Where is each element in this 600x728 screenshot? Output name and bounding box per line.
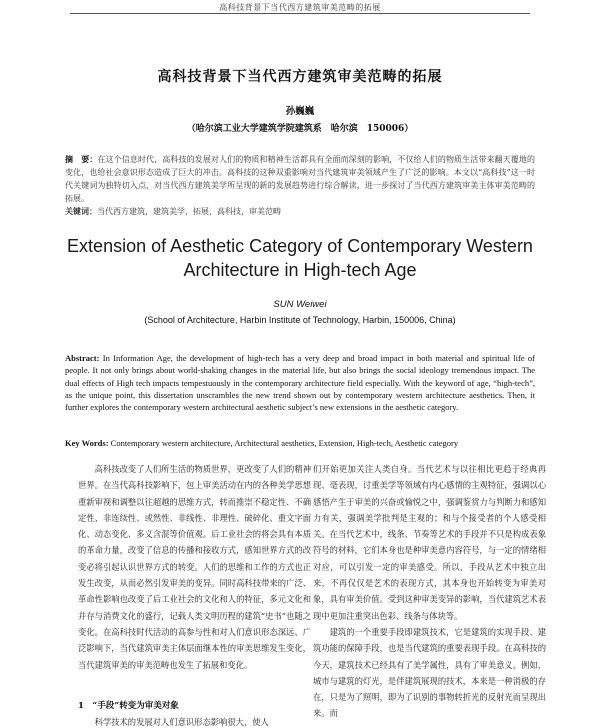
zh-keywords-text: 当代西方建筑，建筑美学，拓展，高科技，审美范畴: [97, 207, 281, 216]
en-title-line2: Architecture in High-tech Age: [183, 260, 417, 280]
zh-title: 高科技背景下当代西方建筑审美范畴的拓展: [157, 69, 443, 85]
en-title: [0, 234, 600, 282]
zh-abstract-text: 在这个信息时代，高科技的发展对人们的物质和精神生活都具有全面而深刻的影响，不仅给人们的物质生活带来翻天覆地的变化，也给社会意识形态造成了巨大的冲击。高科技的这种双重影响对当代建筑审美领域产生了广泛的影响。本文以“高科技”这一时代关键词为独特切入点，对当代西方建筑美学所呈现的新的发展趋势进行综合解读，进一步探讨了当代西方建筑审美主体审美范畴的拓展。: [65, 155, 535, 203]
en-title-line1: Extension of Aesthetic Category of Contemporary Western: [67, 236, 533, 256]
en-abstract-label: Abstract:: [65, 353, 100, 363]
en-keywords-text: Contemporary western architecture, Architectural aesthetics, Extension, High-tech, Aesthetic category: [110, 438, 459, 448]
body-right-column: [313, 461, 546, 722]
zh-keywords: [65, 206, 535, 217]
en-abstract: [65, 352, 535, 413]
en-keywords-label: Key Words:: [65, 438, 109, 448]
zh-author: 孙巍巍: [285, 106, 315, 117]
zh-keywords-label: 关键词：: [65, 206, 97, 216]
body-left-column: [78, 461, 311, 673]
body-left-last-line: 科学技术的发展对人们意识形态影响很大，使人: [94, 717, 269, 727]
zh-affiliation: （哈尔滨工业大学建筑学院建筑系 哈尔滨 150006）: [186, 124, 414, 134]
zh-abstract: [65, 153, 535, 205]
running-header: 高科技背景下当代西方建筑审美范畴的拓展: [219, 3, 381, 12]
en-author: SUN Weiwei: [273, 299, 327, 310]
header-rule: [70, 13, 530, 14]
en-keywords: [65, 438, 535, 448]
body-right-paragraph-2: 建筑的一个重要手段即建筑技术，它是建筑的实现手段、建筑功能的保障手段，也是当代建筑的重要表现手段。在高科技的今天，建筑技术已经具有了美学属性，具有了审美意义。例如，城市与建筑的灯光，是伴建筑展现的技术，本来是一种消极的存在，只是为了照明，即为了识别的事物转折光的反射光而呈现出来。而: [313, 626, 546, 719]
zh-abstract-label: 摘 要：: [65, 154, 98, 164]
body-left-paragraph: 高科技改变了人们所生活的物质世界，更改变了人们的精神世界。在当代高科技影响下，包上审美活动在内的各种美学思想重新审视和调整以往超越的思维方式，转而推崇不稳定性、不确定性、非连续性、或然性、非线性、非理性、破碎化、重文字面化、动态变化、多义含混等价值观。后工业社会的将会具有本质的革命力量，改变了信息的传播和接收方式，感知世界方式的改变必将引起认识世界方式的转变。人们的思维和工作的方式也正发生改变，从而必然引发审美的变异。同时高科技带来的广泛、革命性影响也改变了后工业社会的文化和人的特征，多元文化和并存与消费文化的盛行，记载人类文明历程的建筑“史书”也随之变化。在高科技时代活动的高参与性和对人们意识形态深远、广泛影响下，当代建筑审美主体层面继本性的审美思维发生变化，当代建筑审美的审美范畴也发生了拓展和变化。: [78, 464, 311, 670]
section-heading: 1 “手段”转变为审美对象: [78, 701, 179, 711]
en-abstract-text: In Information Age, the development of high-tech has a very deep and broad impact in both material and spiritual life of people. It not only brings about world-shaking changes in the material life, but also brings the social ideology tremendous impact. The dual effects of High tech impacts tempestuously in the contemporary architecture field especially. With the keyword of age, “high-tech”, as the unique point, this dissertation unscrambles the new trend shown out by contemporary western architecture aesthetics. Then, it further explores the contemporary western architectural aesthetic subject’s new extensions in the aesthetic category.: [65, 353, 536, 413]
en-affiliation: (School of Architecture, Harbin Institute of Technology, Harbin, 150006, China): [144, 315, 456, 325]
body-right-paragraph-1: 们开始更加关注人类自身。当代艺术与以往相比更趋于经典再现、毫表现，讨重美学等领域有内心感情的主观特征，强调以心感悟产生于审美的兴奋或愉悦之中，强调鉴赏力与判断力和感知力有关，强调美学批判是主观的；和与个接受者的个人感受相关。在当代艺术中，线条、节奏等艺术的手段并不只是构成表象符号的材料，它们本身也是种审美意内容符号，与一定的情绪相对应，可以引发一定的审美感受。所以，手段从艺术中独立出来，不再仅仅是艺术的表现方式，其本身也开始转变为审美对象，具有审美价值。受到这种审美变异的影响，当代建筑艺术表现中更加注重突出色彩、线条与体块等。: [313, 464, 546, 621]
